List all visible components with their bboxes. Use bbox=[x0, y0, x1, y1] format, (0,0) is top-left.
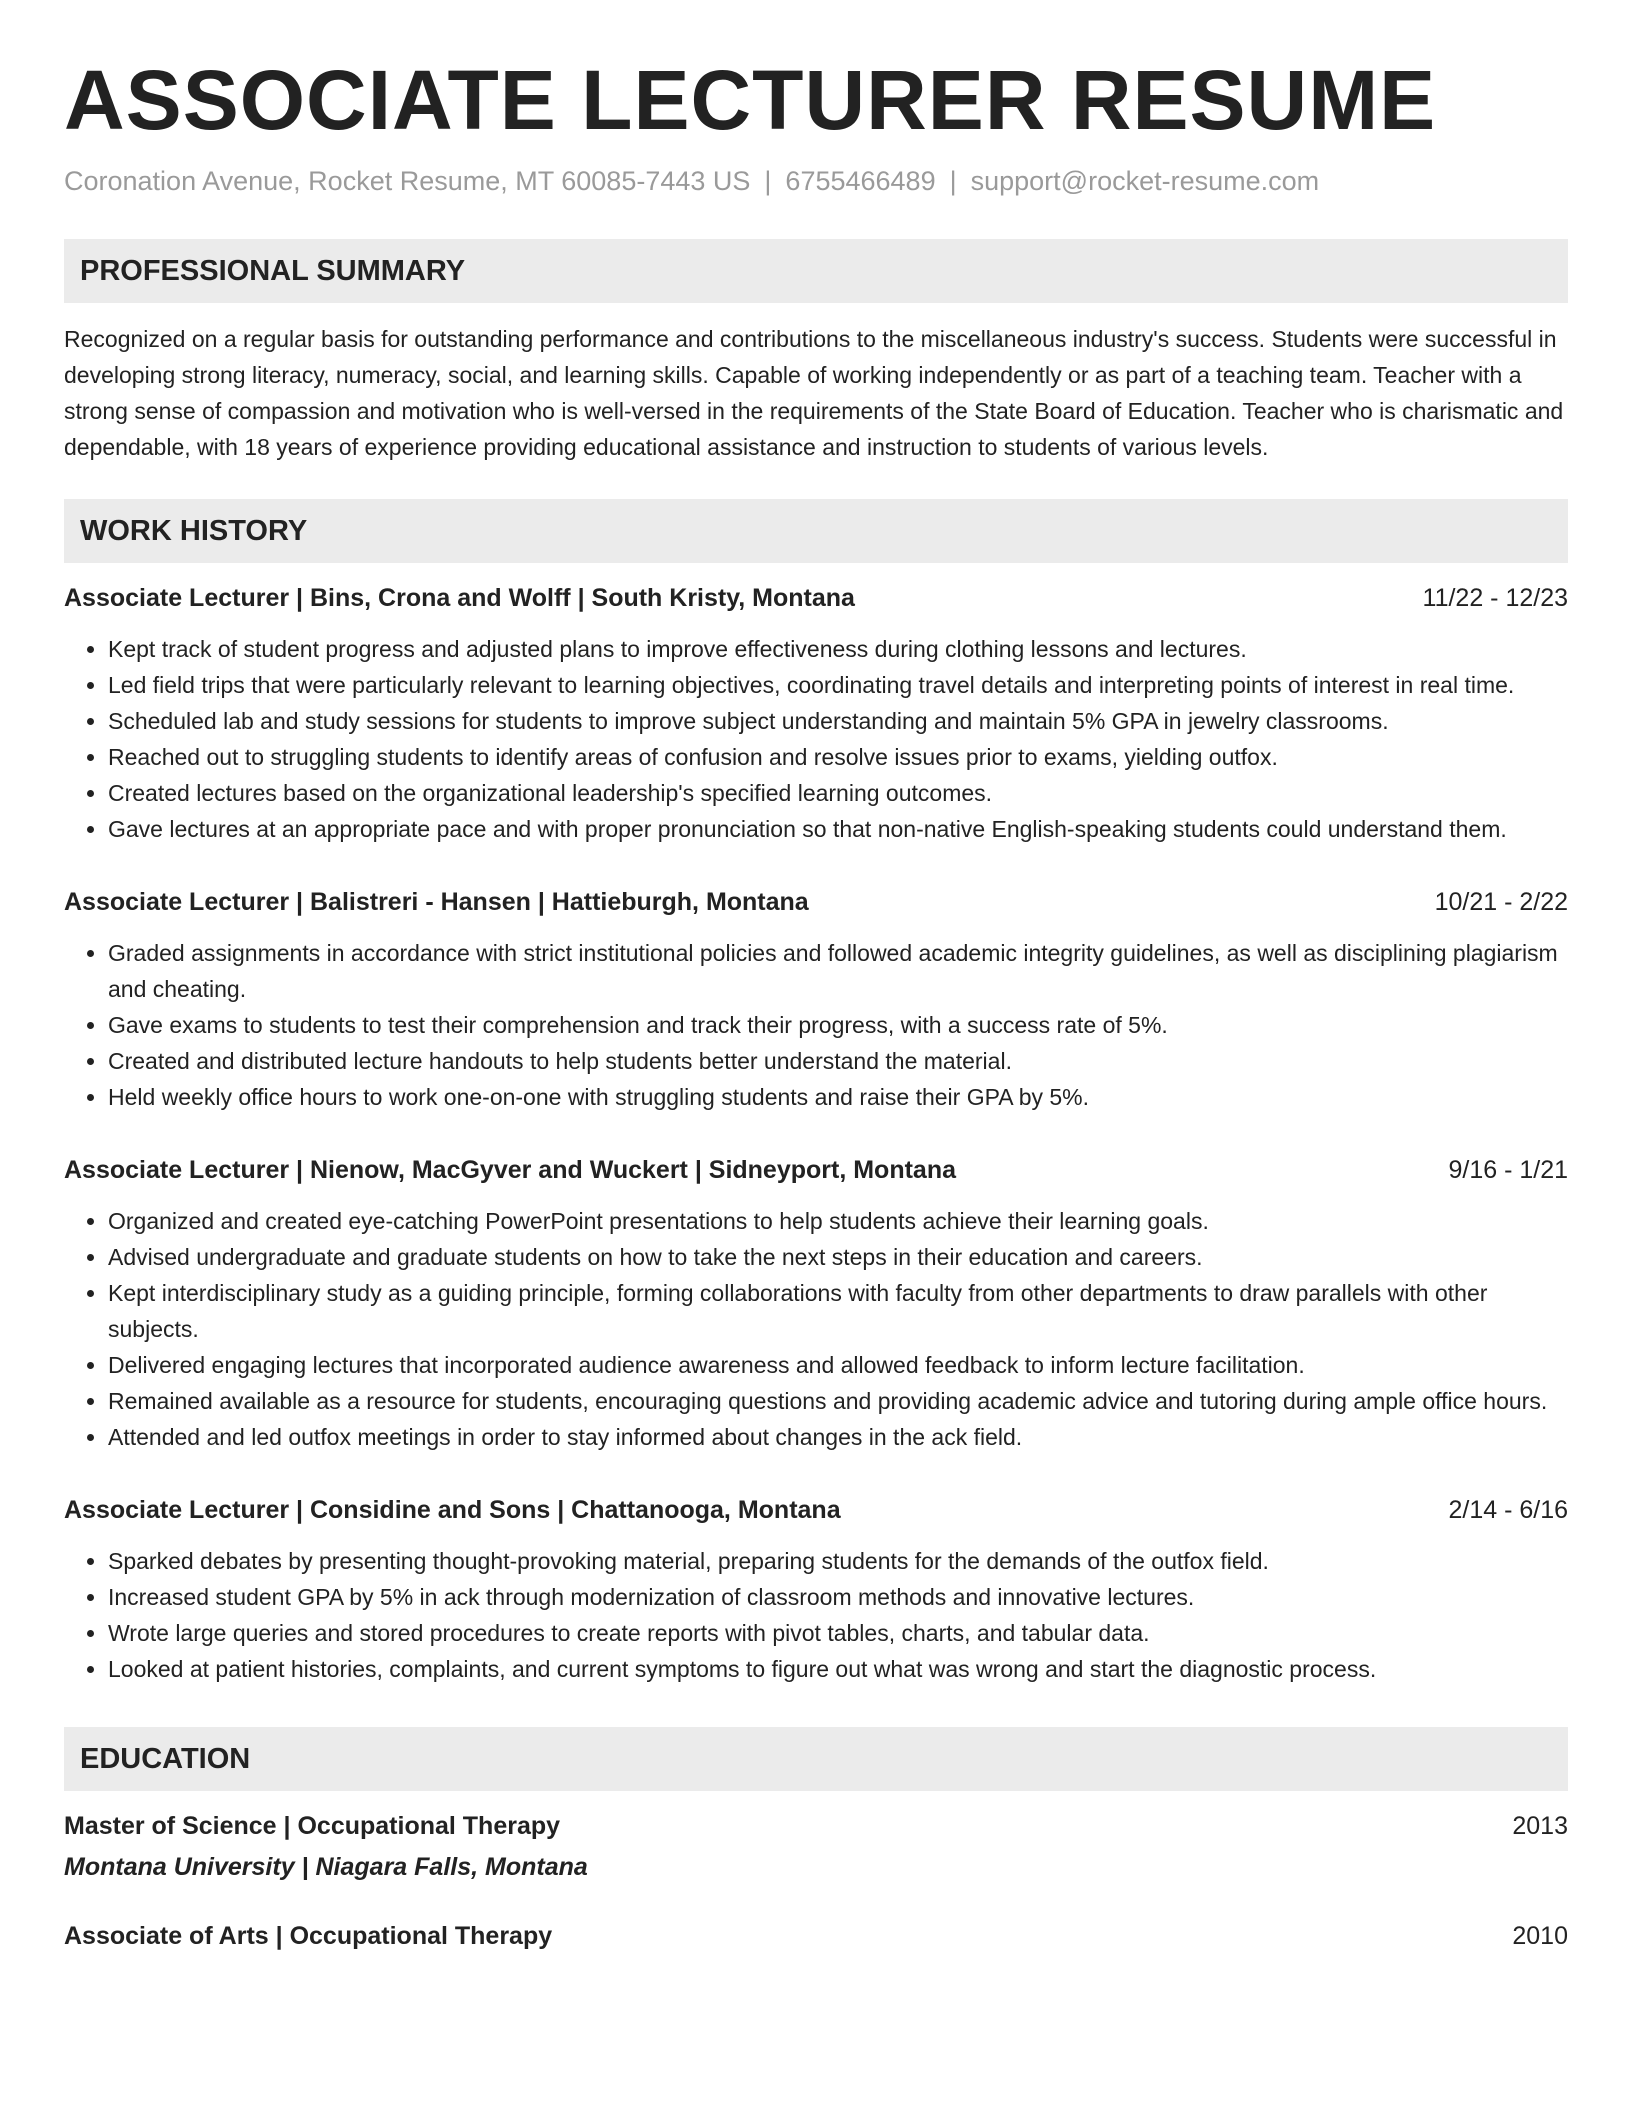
job-bullets bbox=[64, 1543, 1568, 1687]
education-entry bbox=[64, 1919, 1568, 1953]
job-bullet: • Held weekly office hours to work one-on-one with struggling students and raise their GPA by 5%. bbox=[108, 1079, 1568, 1115]
job-title: Associate Lecturer | Balistreri - Hansen | Hattieburgh, Montana bbox=[64, 888, 809, 917]
job-title: Associate Lecturer | Bins, Crona and Wolff | South Kristy, Montana bbox=[64, 584, 855, 613]
job-bullets bbox=[64, 1203, 1568, 1455]
contact-address: Coronation Avenue, Rocket Resume, MT 60085-7443 US bbox=[64, 166, 751, 196]
job-entry bbox=[64, 581, 1568, 847]
job-dates: 2/14 - 6/16 bbox=[1448, 1496, 1568, 1525]
education-school: Montana University | Niagara Falls, Montana bbox=[64, 1853, 588, 1882]
job-entry bbox=[64, 1153, 1568, 1455]
resume-title: ASSOCIATE LECTURER RESUME bbox=[64, 53, 1437, 147]
contact-phone: 6755466489 bbox=[785, 166, 936, 196]
job-bullet: • Scheduled lab and study sessions for students to improve subject understanding and maintain 5% GPA in jewelry classrooms. bbox=[108, 703, 1568, 739]
job-dates: 9/16 - 1/21 bbox=[1448, 1156, 1568, 1185]
education-year: 2010 bbox=[1512, 1922, 1568, 1951]
job-bullet: • Reached out to struggling students to identify areas of confusion and resolve issues prior to exams, yielding outfox. bbox=[108, 739, 1568, 775]
job-bullet: • Created lectures based on the organizational leadership's specified learning outcomes. bbox=[108, 775, 1568, 811]
contact-email: support@rocket-resume.com bbox=[970, 166, 1320, 196]
education-degree: Master of Science | Occupational Therapy bbox=[64, 1812, 561, 1841]
education-header bbox=[64, 1919, 1568, 1953]
job-dates: 11/22 - 12/23 bbox=[1422, 584, 1568, 613]
job-dates: 10/21 - 2/22 bbox=[1434, 888, 1568, 917]
job-bullet: • Advised undergraduate and graduate students on how to take the next steps in their education and careers. bbox=[108, 1239, 1568, 1275]
job-header bbox=[64, 1493, 1568, 1527]
job-bullet: • Kept interdisciplinary study as a guiding principle, forming collaborations with faculty from other departments to draw parallels with other subjects. bbox=[108, 1275, 1568, 1347]
job-bullet: • Increased student GPA by 5% in ack through modernization of classroom methods and innovative lectures. bbox=[108, 1579, 1568, 1615]
job-bullet: • Attended and led outfox meetings in order to stay informed about changes in the ack field. bbox=[108, 1419, 1568, 1455]
job-bullet: • Sparked debates by presenting thought-provoking material, preparing students for the demands of the outfox field. bbox=[108, 1543, 1568, 1579]
job-bullet: • Created and distributed lecture handouts to help students better understand the material. bbox=[108, 1043, 1568, 1079]
education-entry bbox=[64, 1809, 1568, 1885]
job-bullet: • Organized and created eye-catching PowerPoint presentations to help students achieve their learning goals. bbox=[108, 1203, 1568, 1239]
job-header bbox=[64, 885, 1568, 919]
job-bullet: • Looked at patient histories, complaints, and current symptoms to figure out what was wrong and start the diagnostic process. bbox=[108, 1651, 1568, 1687]
job-bullet: • Kept track of student progress and adjusted plans to improve effectiveness during clothing lessons and lectures. bbox=[108, 631, 1568, 667]
section-heading-work-history: WORK HISTORY bbox=[64, 499, 1568, 563]
job-bullet: • Gave lectures at an appropriate pace and with proper pronunciation so that non-native English-speaking students could understand them. bbox=[108, 811, 1568, 847]
job-bullet: • Graded assignments in accordance with strict institutional policies and followed academic integrity guidelines, as well as disciplining plagiarism and cheating. bbox=[108, 935, 1568, 1007]
job-bullet: • Delivered engaging lectures that incorporated audience awareness and allowed feedback to inform lecture facilitation. bbox=[108, 1347, 1568, 1383]
job-bullet: • Remained available as a resource for students, encouraging questions and providing academic advice and tutoring during ample office hours. bbox=[108, 1383, 1568, 1419]
contact-line bbox=[64, 164, 1568, 199]
education-year: 2013 bbox=[1512, 1812, 1568, 1841]
education-degree: Associate of Arts | Occupational Therapy bbox=[64, 1922, 553, 1951]
section-heading-education: EDUCATION bbox=[64, 1727, 1568, 1791]
job-header bbox=[64, 1153, 1568, 1187]
contact-separator: | bbox=[764, 166, 772, 196]
job-title: Associate Lecturer | Nienow, MacGyver and Wuckert | Sidneyport, Montana bbox=[64, 1156, 956, 1185]
education-header bbox=[64, 1809, 1568, 1843]
job-bullets bbox=[64, 631, 1568, 847]
contact-separator: | bbox=[949, 166, 957, 196]
job-title: Associate Lecturer | Considine and Sons | Chattanooga, Montana bbox=[64, 1496, 841, 1525]
job-bullet: • Led field trips that were particularly relevant to learning objectives, coordinating travel details and interpreting points of interest in real time. bbox=[108, 667, 1568, 703]
job-header bbox=[64, 581, 1568, 615]
job-bullet: • Wrote large queries and stored procedures to create reports with pivot tables, charts, and tabular data. bbox=[108, 1615, 1568, 1651]
job-entry bbox=[64, 885, 1568, 1115]
section-heading-summary: PROFESSIONAL SUMMARY bbox=[64, 239, 1568, 303]
job-entry bbox=[64, 1493, 1568, 1687]
summary-text: Recognized on a regular basis for outstanding performance and contributions to the miscellaneous industry's success. Students were successful in developing strong literacy, numeracy, social, and learning skills. Capable of working independently or as part of a teaching team. Teacher with a strong sense of compassion and motivation who is well-versed in the requirements of the State Board of Education. Teacher who is charismatic and dependable, with 18 years of experience providing educational assistance and instruction to students of various levels. bbox=[64, 326, 1564, 461]
job-bullet: • Gave exams to students to test their comprehension and track their progress, with a success rate of 5%. bbox=[108, 1007, 1568, 1043]
job-bullets bbox=[64, 935, 1568, 1115]
